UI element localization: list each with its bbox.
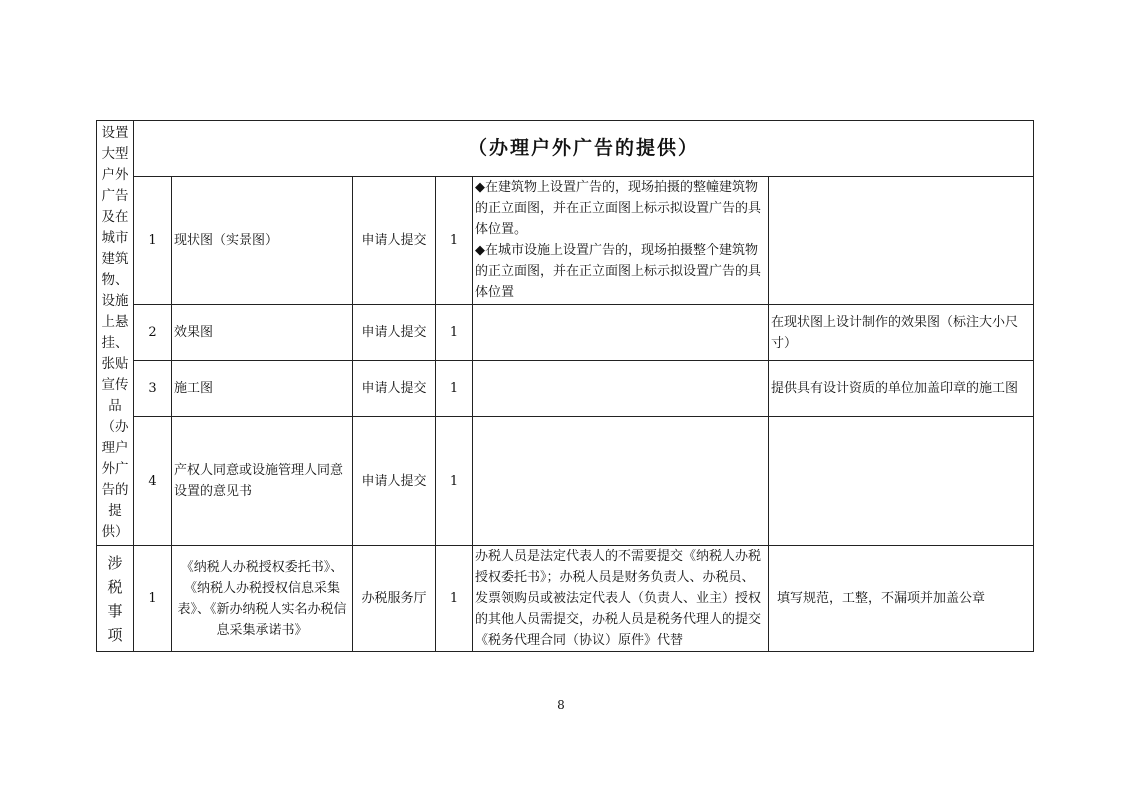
material-requirement: ◆在建筑物上设置广告的，现场拍摄的整幢建筑物的正立面图，并在正立面图上标示拟设置广告的具体位置。 ◆在城市设施上设置广告的，现场拍摄整个建筑物的正立面图，并在正立面图上标示拟设置广告的具体位置	[473, 177, 769, 305]
row-number: 4	[134, 417, 172, 546]
material-note	[769, 177, 1034, 305]
material-source: 申请人提交	[353, 417, 436, 546]
material-source: 申请人提交	[353, 361, 436, 417]
material-name: 效果图	[172, 305, 353, 361]
table-row	[97, 417, 1034, 546]
material-count: 1	[436, 546, 473, 652]
material-count: 1	[436, 417, 473, 546]
material-source: 申请人提交	[353, 177, 436, 305]
page-number: 8	[557, 698, 565, 712]
material-requirement	[473, 305, 769, 361]
row-number: 1	[134, 177, 172, 305]
material-name: 产权人同意或设施管理人同意设置的意见书	[172, 417, 353, 546]
material-name: 《纳税人办税授权委托书》、《纳税人办税授权信息采集表》、《新办纳税人实名办税信息采集承诺书》	[172, 546, 353, 652]
row-number: 2	[134, 305, 172, 361]
material-requirement	[473, 417, 769, 546]
material-count: 1	[436, 361, 473, 417]
material-note: 提供具有设计资质的单位加盖印章的施工图	[769, 361, 1034, 417]
materials-table	[96, 120, 1034, 652]
material-count: 1	[436, 177, 473, 305]
material-name: 现状图（实景图）	[172, 177, 353, 305]
material-count: 1	[436, 305, 473, 361]
section-header-row	[97, 121, 1034, 177]
material-note: 在现状图上设计制作的效果图（标注大小尺寸）	[769, 305, 1034, 361]
material-requirement: 办税人员是法定代表人的不需要提交《纳税人办税授权委托书》；办税人员是财务负责人、办税员、发票领购员或被法定代表人（负责人、业主）授权的其他人员需提交，办税人员是税务代理人的提交《税务代理合同（协议）原件》代替	[473, 546, 769, 652]
row-number: 1	[134, 546, 172, 652]
section-header-title: （办理户外广告的提供）	[134, 121, 1034, 177]
material-note	[769, 417, 1034, 546]
category-outdoor-ads: 设置 大型 户外 广告 及在 城市 建筑 物、 设施 上悬 挂、 张贴 宣传 品 （办 理户 外广 告的 提 供）	[97, 121, 134, 546]
table-row	[97, 305, 1034, 361]
material-name: 施工图	[172, 361, 353, 417]
material-requirement	[473, 361, 769, 417]
table-row	[97, 361, 1034, 417]
material-source: 办税服务厅	[353, 546, 436, 652]
material-note: 填写规范，工整，不漏项并加盖公章	[769, 546, 1034, 652]
table-row	[97, 177, 1034, 305]
category-tax-matters: 涉 税 事 项	[97, 546, 134, 652]
material-source: 申请人提交	[353, 305, 436, 361]
table-row	[97, 546, 1034, 652]
row-number: 3	[134, 361, 172, 417]
